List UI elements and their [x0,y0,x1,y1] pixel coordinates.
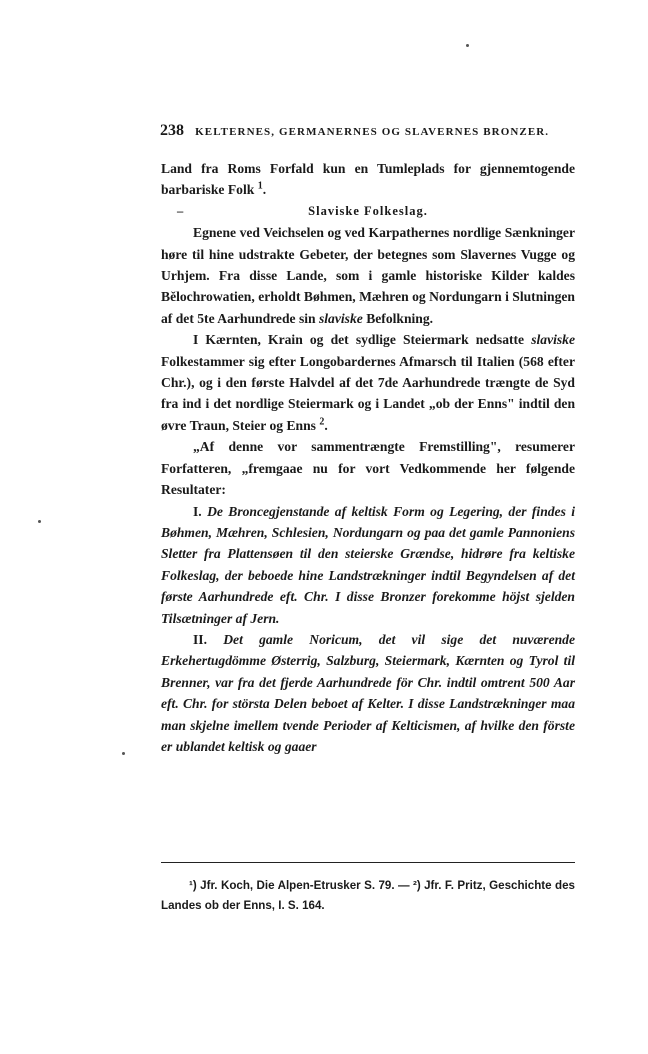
punctuation: . [262,182,267,198]
section-heading [161,201,575,222]
footnote-ref-2: 2 [319,416,325,428]
paragraph-continuation [161,158,575,201]
italic-word: slaviske [318,310,363,326]
result-item-1 [161,501,575,629]
result-number: II. [193,631,207,647]
paragraph-text: Befolkning. [366,310,434,326]
italic-word: slaviske [531,332,576,348]
result-text: De Broncegjenstande af keltisk Form og Legering, der findes i Bøhmen, Mæhren, Schlesien, Nordungarn og paa det gamle Pannoniens Sletter fra Plattensøen til den steierske Grændse, hidrøre fra keltiske Folkeslag, der beboede hine Landstrækninger indtil Begyndelsen af det første Aarhundrede eft. Chr. I disse Bronzer forekomme höjst sjelden Tilsætninger af Jern. [161,503,576,626]
paragraph-text: Land fra Roms Forfald kun en Tumleplads for gjennemtogende barbariske Folk [161,161,575,198]
paragraph-text: Folkestammer sig efter Longobardernes Afmarsch til Italien (568 efter Chr.), og i den første Halvdel af det 7de Aarhundrede trængte de Syd fra ind i det nordlige Steiermark og i Landet „ob der Enns" indtil den øvre Traun, Steier og Enns [161,353,575,433]
print-speck [38,520,41,523]
footnote-ref-1: 1 [257,180,263,192]
print-speck [466,44,469,47]
paragraph-slavic-origins [161,222,575,329]
result-item-2 [161,629,575,757]
running-title: KELTERNES, GERMANERNES OG SLAVERNES BRONZER. [195,126,550,138]
paragraph-text: I Kærnten, Krain og det sydlige Steiermark nedsatte [193,332,525,348]
footnote-divider [161,862,575,863]
section-heading-text: Slaviske Folkeslag. [308,203,428,218]
footnote-text: ¹) Jfr. Koch, Die Alpen-Etrusker S. 79. — ²) Jfr. F. Pritz, Geschichte des Landes ob der Enns, I. S. 164. [161,879,575,912]
paragraph-text: Egnene ved Veichselen og ved Karpathernes nordlige Sænkninger høre til hine udstrakte Gebeter, der betegnes som Slavernes Vugge og Urhjem. Fra disse Lande, som i gamle historiske Kilder kaldes Bělochrowatien, erholdt Bøhmen, Mæhren og Nordungarn i Slutningen af det 5te Aarhundrede sin [161,225,575,326]
running-header [160,122,580,140]
print-speck [122,752,125,755]
footnotes [161,876,575,916]
result-number: I. [193,503,202,519]
punctuation: . [324,417,328,433]
page-number: 238 [160,122,184,139]
section-dash: – [177,203,185,218]
paragraph-summary-intro: „Af denne vor sammentrængte Fremstilling", resumerer Forfatteren, „fremgaae nu for vort Vedkommende her følgende Resultater: [161,439,575,498]
paragraph-carinthia [161,329,575,436]
result-text: Det gamle Noricum, det vil sige det nuværende Erkehertugdömme Østerrig, Salzburg, Steiermark, Kærnten og Tyrol til Brenner, var fra det fjerde Aarhundrede för Chr. indtil omtrent 500 Aar eft. Chr. for största Delen beboet af Kelter. I disse Landstrækninger maa man skjelne imellem tvende Perioder af Kelticismen, af hvilke den förste er ublandet keltisk og gaaer [161,631,575,754]
body-text [161,158,575,757]
